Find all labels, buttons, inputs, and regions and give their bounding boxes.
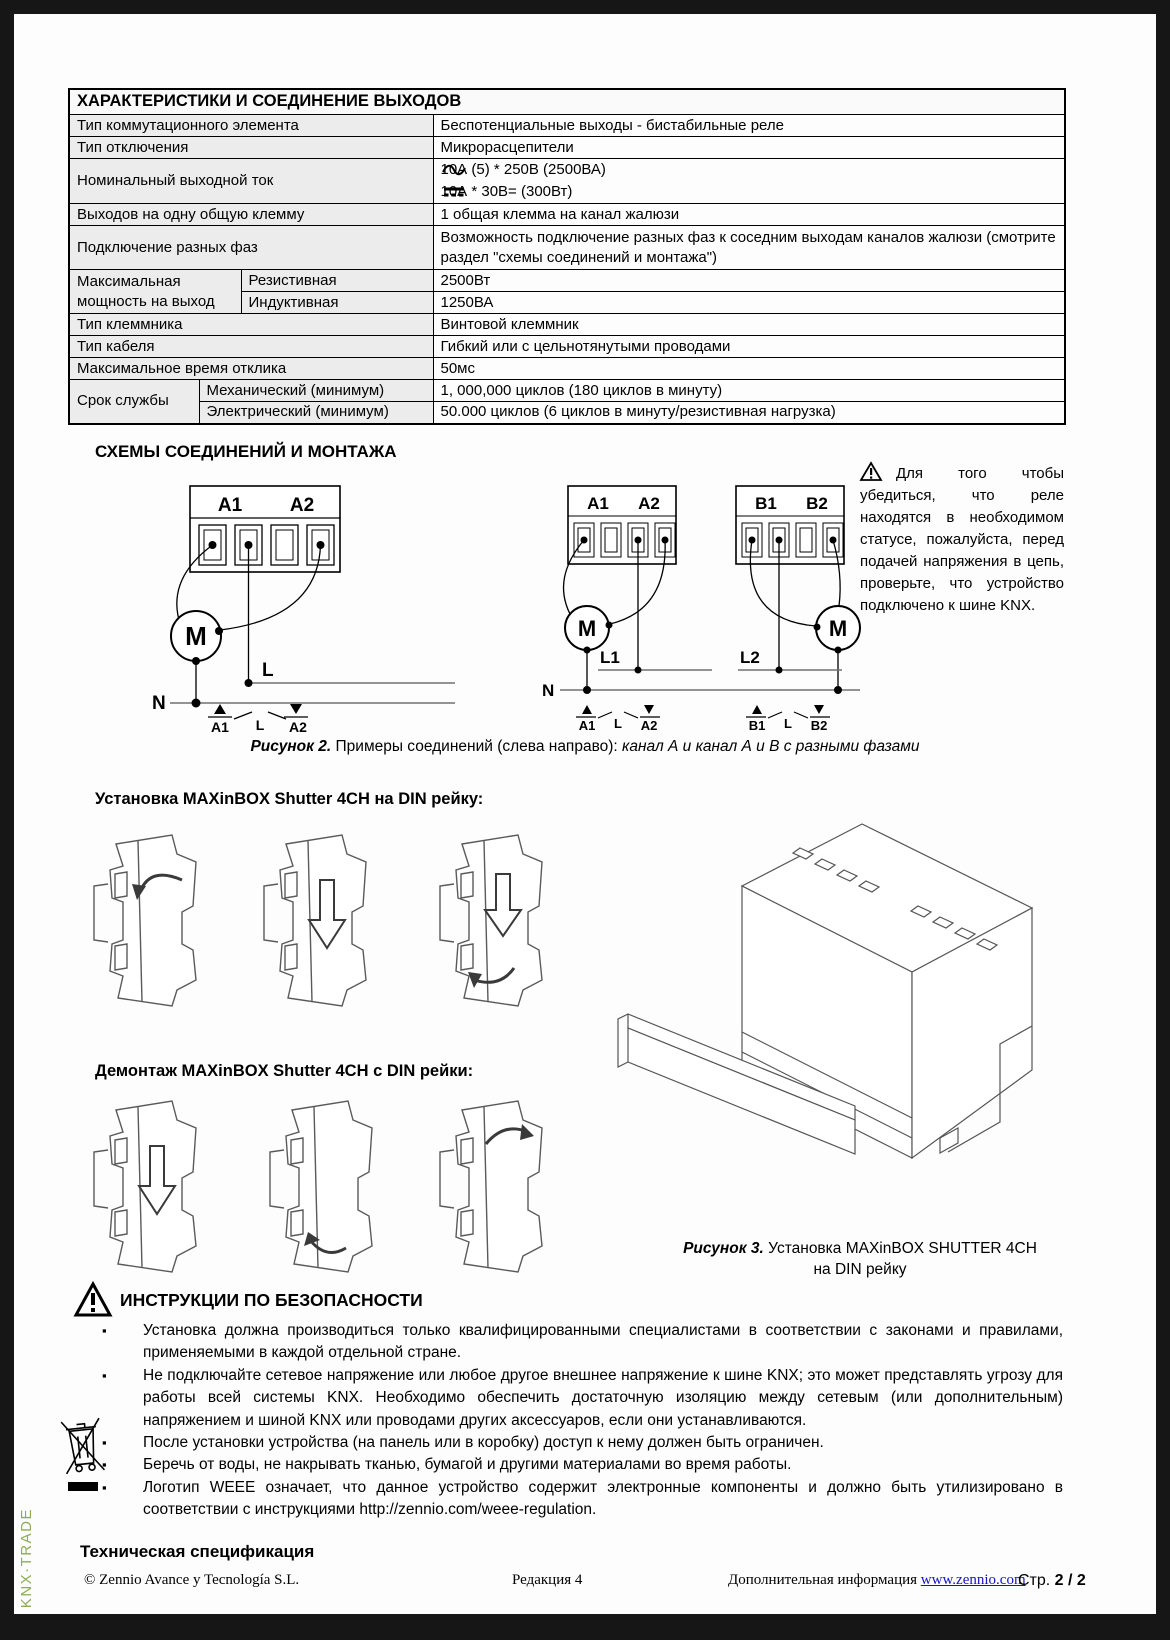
svg-text:B1: B1 [755,494,777,513]
tech-spec-title: Техническая спецификация [80,1542,315,1561]
table-row: Индуктивная 1250ВА [69,292,1065,314]
svg-text:A1: A1 [578,718,596,733]
svg-text:M: M [577,616,597,641]
table-title: ХАРАКТЕРИСТИКИ И СОЕДИНЕНИЕ ВЫХОДОВ [69,89,1065,115]
svg-text:M: M [828,616,848,641]
table-row: Электрический (минимум) 50.000 циклов (6 циклов в минуту/резистивная нагрузка) [69,402,1065,424]
svg-text:B2: B2 [810,718,828,733]
din-install-step-2 [252,822,402,1014]
safety-bullet: ▪ Не подключайте сетевое напряжение или любое другое внешнее напряжение к шине KNX; это может представлять угрозу для работы всей системы KNX. Необходимо обеспечить достаточную изоляцию между сетевым (или дополнительным) напряжением и шиной KNX или проводами других аксессуаров, если они устанавливаются. [100,1365,1063,1432]
neutral-label: N [152,693,166,714]
shutter-direction-legend [208,704,308,735]
table-row: Тип отключения Микрорасцепители [69,137,1065,159]
svg-text:B1: B1 [748,718,766,733]
wiring-diagram-channels-ab [540,478,870,733]
svg-text:A2: A2 [638,494,660,513]
figure2-caption: Рисунок 2. Примеры соединений (слева направо): канал А и канал А и В с разными фазами [250,738,920,755]
din-remove-step-1 [82,1088,232,1280]
safety-bullet: ▪ Установка должна производиться только квалифицированными специалистами в соответствии с законами и правилами, применяемыми в каждой отдельной стране. [100,1320,1063,1365]
svg-text:L: L [614,716,622,731]
shutter-direction-legend [576,705,660,733]
table-title-row [69,89,1065,115]
safety-bullet-list [100,1320,1063,1522]
svg-text:N: N [542,681,555,700]
footer-info: Дополнительная информация www.zennio.com [728,1572,1026,1588]
weee-bin-icon [60,1412,106,1500]
svg-text:A1: A1 [211,719,229,735]
svg-text:B2: B2 [806,494,828,513]
dc-current-icon [441,185,467,199]
ac-current-icon [441,163,467,177]
warning-triangle-icon [860,462,882,481]
svg-text:L: L [784,716,792,731]
svg-text:A1: A1 [587,494,609,513]
shutter-direction-legend [746,705,830,733]
figure3-caption: Рисунок 3. Установка MAXinBOX SHUTTER 4CH на DIN рейку [683,1240,1037,1278]
svg-text:L2: L2 [740,648,760,667]
safety-heading: ИНСТРУКЦИИ ПО БЕЗОПАСНОСТИ [120,1290,423,1310]
footer-revision: Редакция 4 [512,1572,583,1588]
remove-heading: Демонтаж MAXinBOX Shutter 4CH с DIN рейки: [95,1062,474,1080]
din-install-step-3 [428,822,578,1014]
din-install-step-1 [82,822,232,1014]
table-row: Выходов на одну общую клемму 1 общая клемма на канал жалюзи [69,204,1065,226]
safety-bullet: ▪ Беречь от воды, не накрывать тканью, бумагой и другими материалами во время работы. [100,1454,1063,1476]
zennio-link[interactable]: www.zennio.com [920,1572,1026,1588]
table-row: Тип коммутационного элемента Беспотенциальные выходы - бистабильные реле [69,115,1065,137]
table-row: Тип кабеля Гибкий или с цельнотянутыми проводами [69,336,1065,358]
svg-text:L1: L1 [600,648,620,667]
spec-table [68,88,1066,425]
wiring-diagram-channel-a [150,478,470,735]
knx-warning-note: Для того чтобы убедиться, что реле находятся в необходимом статусе, пожалуйста, перед подачей напряжения в цепь, проверьте, что устройство подключено к шине KNX. [860,462,1064,617]
terminal-label-a1: A1 [217,495,243,516]
svg-text:L: L [255,717,265,733]
din-remove-step-3 [428,1088,578,1280]
table-row: Срок службы Механический (минимум) 1, 000,000 циклов (180 циклов в минуту) [69,380,1065,402]
safety-bullet: ▪ Логотип WEEE означает, что данное устройство содержит электронные компоненты и должно быть утилизировано в соответствии с инструкциями http://zennio.com/weee-regulation. [100,1477,1063,1522]
phase-label: L [262,660,274,681]
terminal-label-a2: A2 [289,495,315,516]
table-row: Подключение разных фаз Возможность подключение разных фаз к соседним выходам каналов жалюзи (смотрите раздел "схемы соединений и монтажа") [69,226,1065,270]
din-remove-step-2 [258,1088,408,1280]
install-heading: Установка MAXinBOX Shutter 4CH на DIN рейку: [95,790,484,808]
svg-text:A2: A2 [289,719,307,735]
schemes-heading: СХЕМЫ СОЕДИНЕНИЙ И МОНТАЖА [95,442,397,461]
svg-text:A2: A2 [640,718,658,733]
footer-copyright: © Zennio Avance y Tecnología S.L. [84,1572,300,1588]
device-3d-drawing [610,786,1068,1184]
table-row: Тип клеммника Винтовой клеммник [69,314,1065,336]
safety-warning-triangle-icon [74,1282,112,1317]
table-row: Максимальное время отклика 50мс [69,358,1065,380]
safety-bullet: ▪ После установки устройства (на панель или в коробку) доступ к нему должен быть ограничен. [100,1432,1063,1454]
motor-label: M [185,621,207,651]
table-row: Номинальный выходной ток 10А (5) * 250В (2500ВА) 10А * 30В= (300Вт) [69,159,1065,204]
page-footer [0,1572,1170,1598]
footer-page-number: Стр. 2 / 2 [1018,1572,1086,1589]
table-row: Максимальная мощность на выход Резистивная 2500Вт [69,270,1065,292]
knx-trade-watermark: KNX·TRADE [18,1507,35,1608]
